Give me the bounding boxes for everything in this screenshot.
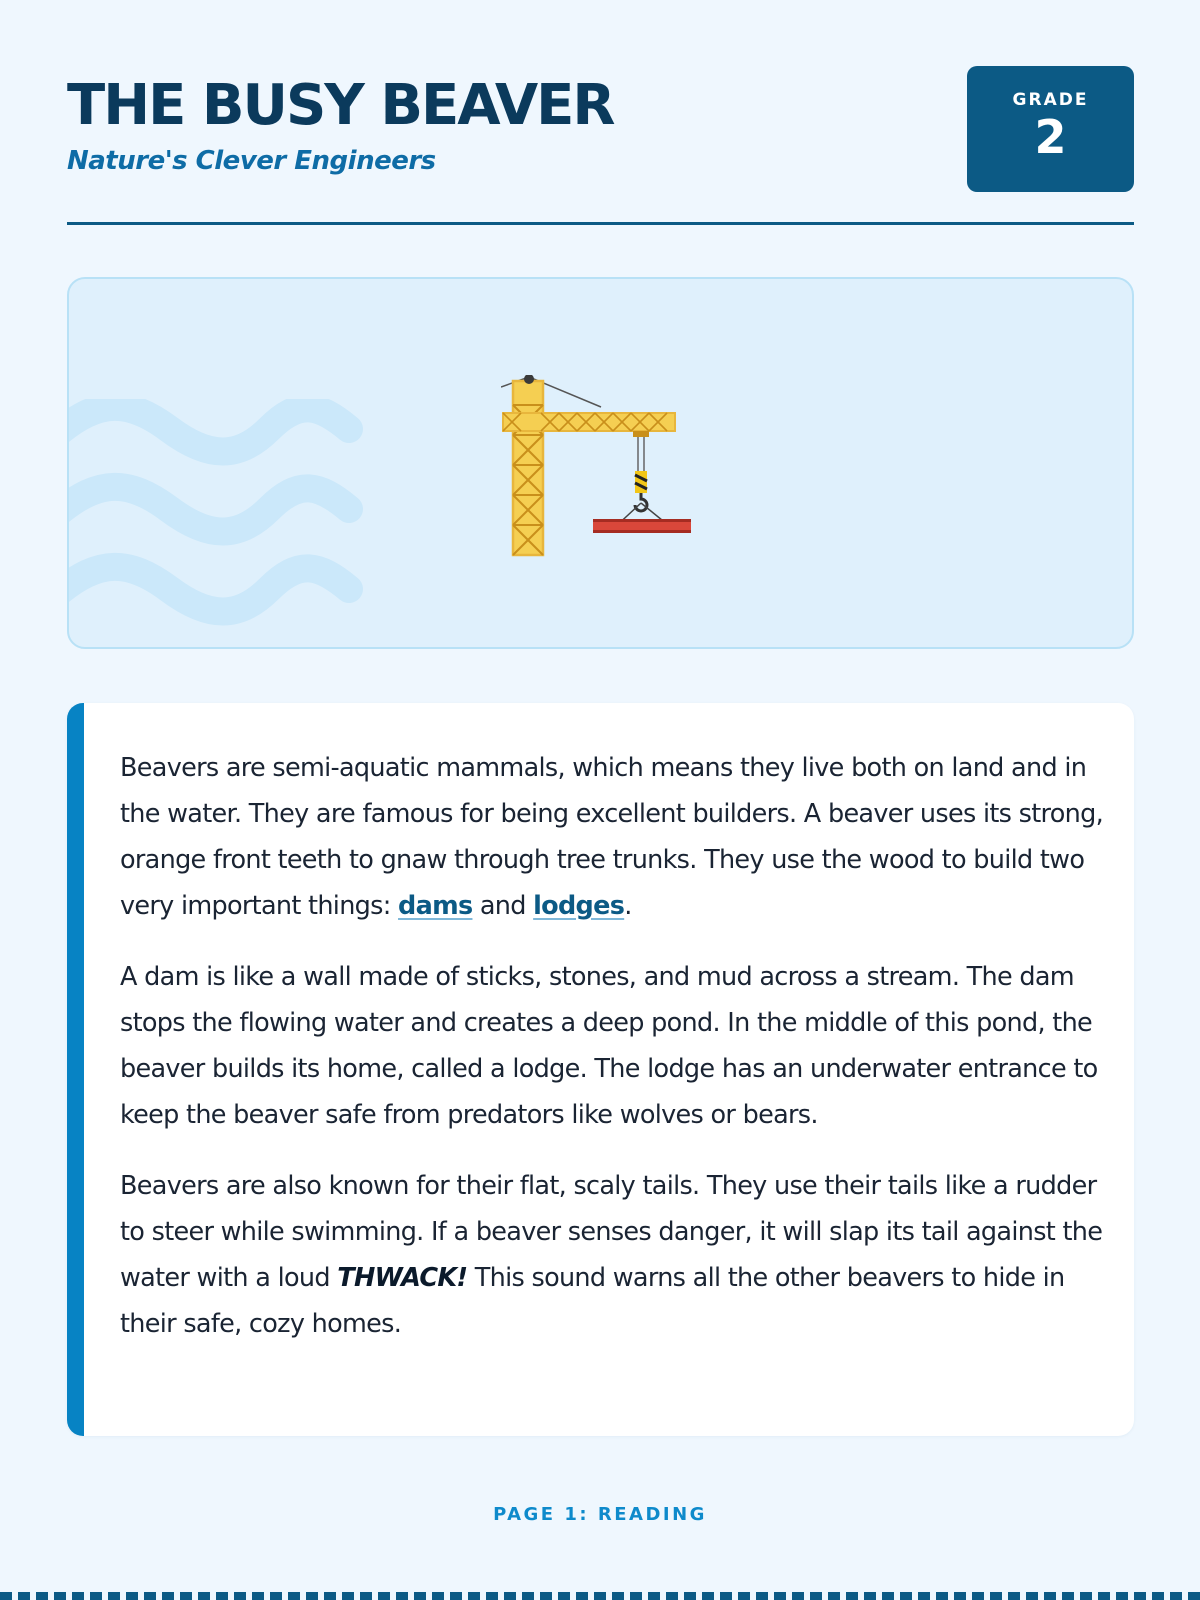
grade-badge (967, 66, 1134, 192)
page-title: THE BUSY BEAVER (67, 73, 614, 138)
paragraph-1-text-b: and (472, 891, 534, 921)
card-accent-bar (67, 703, 84, 1436)
page-subtitle: Nature's Clever Engineers (67, 146, 436, 176)
reading-passage-card (67, 703, 1134, 1436)
worksheet-page (67, 0, 1134, 1600)
paragraph-1-text-c: . (624, 891, 632, 921)
paragraph-3-text-b: This sound warns all the other beavers to hide in their safe, cozy homes. (120, 1263, 1065, 1339)
dashed-bottom-border (0, 1592, 1200, 1600)
keyword-dams: dams (398, 891, 473, 921)
illustration-panel (67, 277, 1134, 649)
page-footer-label: PAGE 1: READING (493, 1504, 707, 1525)
paragraph-3 (120, 1163, 1120, 1347)
paragraph-1-text-a: Beavers are semi-aquatic mammals, which means they live both on land and in the water. They are famous for being excellent builders. A beaver uses its strong, orange front teeth to gnaw through tree trunks. They use the wood to build two very important things: (120, 753, 1103, 921)
paragraph-1 (120, 745, 1120, 929)
paragraph-2: A dam is like a wall made of sticks, stones, and mud across a stream. The dam stops the flowing water and creates a deep pond. In the middle of this pond, the beaver builds its home, called a lodge. The lodge has an underwater entrance to keep the beaver safe from predators like wolves or bears. (120, 962, 1098, 1130)
sound-word: THWACK! (337, 1263, 468, 1293)
reading-passage (120, 745, 1120, 1372)
page-header (67, 66, 1134, 225)
grade-label: GRADE (1012, 90, 1089, 110)
keyword-lodges: lodges (533, 891, 625, 921)
water-waves-icon (69, 399, 369, 629)
paragraph-3-text-a: Beavers are also known for their flat, scaly tails. They use their tails like a rudder to steer while swimming. If a beaver senses danger, it will slap its tail against the water with a loud (120, 1171, 1103, 1293)
construction-crane-icon (501, 375, 701, 565)
grade-number: 2 (1034, 110, 1067, 164)
